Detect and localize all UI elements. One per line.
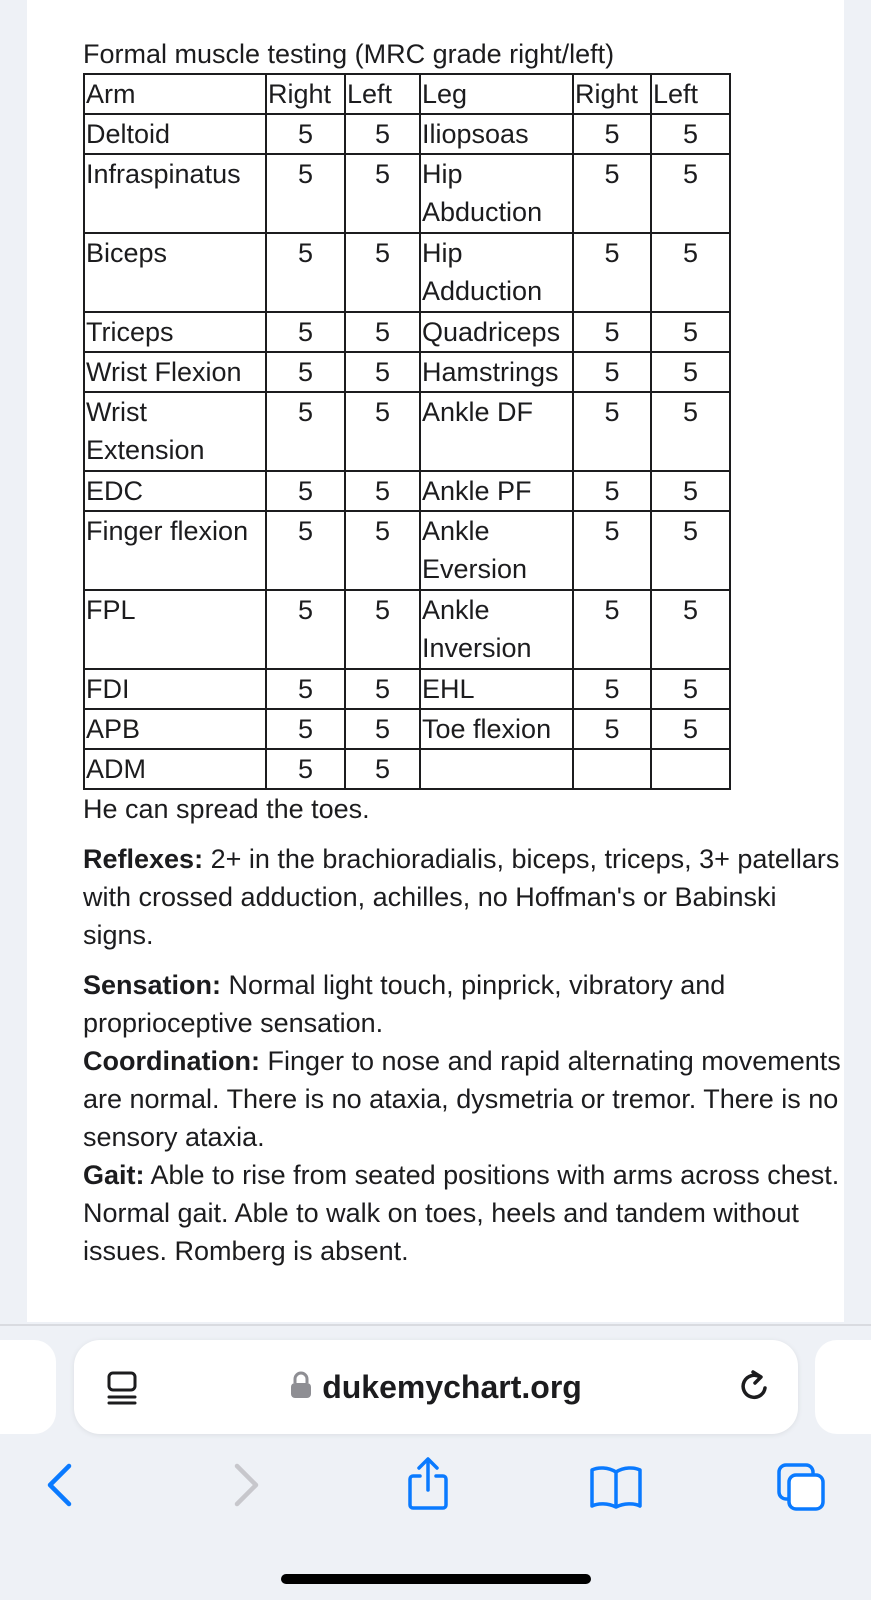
leg-left-grade	[651, 749, 730, 789]
arm-left-grade: 5	[345, 154, 420, 233]
arm-right-grade: 5	[266, 471, 345, 511]
leg-muscle: Iliopsoas	[420, 114, 573, 154]
arm-right-grade: 5	[266, 312, 345, 352]
leg-muscle: Ankle Eversion	[420, 511, 573, 590]
address-bar[interactable]	[74, 1340, 798, 1434]
table-row	[84, 352, 730, 392]
leg-muscle: Ankle DF	[420, 392, 573, 471]
leg-left-grade: 5	[651, 392, 730, 471]
arm-left-grade: 5	[345, 392, 420, 471]
arm-right-grade: 5	[266, 392, 345, 471]
leg-right-grade: 5	[573, 114, 651, 154]
arm-left-grade: 5	[345, 709, 420, 749]
leg-muscle: Quadriceps	[420, 312, 573, 352]
coordination-text: Finger to nose and rapid alternating movements are normal. There is no ataxia, dysmetria or tremor. There is no sensory ataxia.	[83, 1046, 841, 1152]
arm-muscle: Triceps	[84, 312, 266, 352]
leg-right-grade: 5	[573, 233, 651, 312]
arm-right-grade: 5	[266, 669, 345, 709]
leg-right-grade	[573, 749, 651, 789]
table-row	[84, 709, 730, 749]
arm-muscle: FPL	[84, 590, 266, 669]
header-leg-right: Right	[573, 74, 651, 114]
header-arm: Arm	[84, 74, 266, 114]
table-row	[84, 471, 730, 511]
arm-muscle: FDI	[84, 669, 266, 709]
gait-label: Gait:	[83, 1160, 145, 1190]
arm-right-grade: 5	[266, 590, 345, 669]
leg-right-grade: 5	[573, 154, 651, 233]
leg-muscle	[420, 749, 573, 789]
arm-muscle: ADM	[84, 749, 266, 789]
leg-muscle: Ankle Inversion	[420, 590, 573, 669]
leg-muscle: Hip Abduction	[420, 154, 573, 233]
sensation-text: Normal light touch, pinprick, vibratory and proprioceptive sensation.	[83, 970, 726, 1038]
next-tab-peek[interactable]	[815, 1340, 871, 1434]
table-row	[84, 590, 730, 669]
table-row	[84, 392, 730, 471]
leg-right-grade: 5	[573, 471, 651, 511]
leg-right-grade: 5	[573, 709, 651, 749]
table-header-row	[84, 74, 730, 114]
leg-left-grade: 5	[651, 669, 730, 709]
url-display[interactable]	[74, 1340, 798, 1434]
arm-muscle: Wrist Flexion	[84, 352, 266, 392]
leg-muscle: Hip Adduction	[420, 233, 573, 312]
arm-muscle: Wrist Extension	[84, 392, 266, 471]
tabs-icon[interactable]	[776, 1462, 826, 1517]
arm-left-grade: 5	[345, 233, 420, 312]
arm-left-grade: 5	[345, 749, 420, 789]
leg-muscle: Ankle PF	[420, 471, 573, 511]
leg-right-grade: 5	[573, 392, 651, 471]
reload-icon[interactable]	[736, 1368, 772, 1411]
leg-right-grade: 5	[573, 352, 651, 392]
table-row	[84, 114, 730, 154]
header-arm-right: Right	[266, 74, 345, 114]
arm-right-grade: 5	[266, 749, 345, 789]
reflexes-text: 2+ in the brachioradialis, biceps, triceps, 3+ patellars with crossed adduction, achilles, no Hoffman's or Babinski signs.	[83, 844, 840, 950]
arm-left-grade: 5	[345, 312, 420, 352]
toe-spread-note: He can spread the toes.	[83, 794, 370, 824]
bookmarks-icon[interactable]	[588, 1464, 644, 1515]
table-caption: Formal muscle testing (MRC grade right/left)	[83, 39, 615, 69]
table-row	[84, 669, 730, 709]
leg-left-grade: 5	[651, 709, 730, 749]
muscle-testing-table	[83, 73, 731, 790]
leg-right-grade: 5	[573, 669, 651, 709]
leg-right-grade: 5	[573, 590, 651, 669]
header-leg-left: Left	[651, 74, 730, 114]
previous-tab-peek[interactable]	[0, 1340, 56, 1434]
arm-muscle: Deltoid	[84, 114, 266, 154]
arm-left-grade: 5	[345, 590, 420, 669]
share-icon[interactable]	[406, 1456, 450, 1517]
toolbar-divider	[0, 1324, 871, 1326]
arm-right-grade: 5	[266, 511, 345, 590]
leg-left-grade: 5	[651, 114, 730, 154]
sensation-label: Sensation:	[83, 970, 222, 1000]
header-arm-left: Left	[345, 74, 420, 114]
arm-left-grade: 5	[345, 114, 420, 154]
arm-muscle: Infraspinatus	[84, 154, 266, 233]
leg-muscle: EHL	[420, 669, 573, 709]
arm-right-grade: 5	[266, 154, 345, 233]
arm-left-grade: 5	[345, 352, 420, 392]
reflexes-paragraph	[83, 840, 843, 954]
gait-paragraph	[83, 1156, 843, 1270]
arm-left-grade: 5	[345, 471, 420, 511]
leg-right-grade: 5	[573, 511, 651, 590]
home-indicator[interactable]	[281, 1574, 591, 1584]
leg-left-grade: 5	[651, 352, 730, 392]
leg-muscle: Toe flexion	[420, 709, 573, 749]
table-row	[84, 749, 730, 789]
arm-left-grade: 5	[345, 669, 420, 709]
arm-muscle: Biceps	[84, 233, 266, 312]
arm-muscle: EDC	[84, 471, 266, 511]
leg-left-grade: 5	[651, 233, 730, 312]
leg-left-grade: 5	[651, 471, 730, 511]
back-icon[interactable]	[42, 1460, 76, 1515]
coordination-label: Coordination:	[83, 1046, 260, 1076]
arm-right-grade: 5	[266, 709, 345, 749]
arm-right-grade: 5	[266, 233, 345, 312]
table-row	[84, 154, 730, 233]
arm-left-grade: 5	[345, 511, 420, 590]
forward-icon[interactable]	[230, 1460, 264, 1515]
header-leg: Leg	[420, 74, 573, 114]
url-text[interactable]: dukemychart.org	[322, 1368, 582, 1405]
lock-icon	[290, 1371, 312, 1404]
document-content	[83, 36, 843, 1270]
table-row	[84, 233, 730, 312]
leg-right-grade: 5	[573, 312, 651, 352]
reflexes-label: Reflexes:	[83, 844, 204, 874]
gait-text: Able to rise from seated positions with arms across chest. Normal gait. Able to walk on toes, heels and tandem without issues. Romberg is absent.	[83, 1160, 840, 1266]
arm-right-grade: 5	[266, 352, 345, 392]
arm-muscle: Finger flexion	[84, 511, 266, 590]
leg-muscle: Hamstrings	[420, 352, 573, 392]
sensation-paragraph	[83, 966, 843, 1042]
table-row	[84, 511, 730, 590]
leg-left-grade: 5	[651, 312, 730, 352]
leg-left-grade: 5	[651, 590, 730, 669]
table-row	[84, 312, 730, 352]
arm-right-grade: 5	[266, 114, 345, 154]
coordination-paragraph	[83, 1042, 843, 1156]
leg-left-grade: 5	[651, 511, 730, 590]
arm-muscle: APB	[84, 709, 266, 749]
leg-left-grade: 5	[651, 154, 730, 233]
